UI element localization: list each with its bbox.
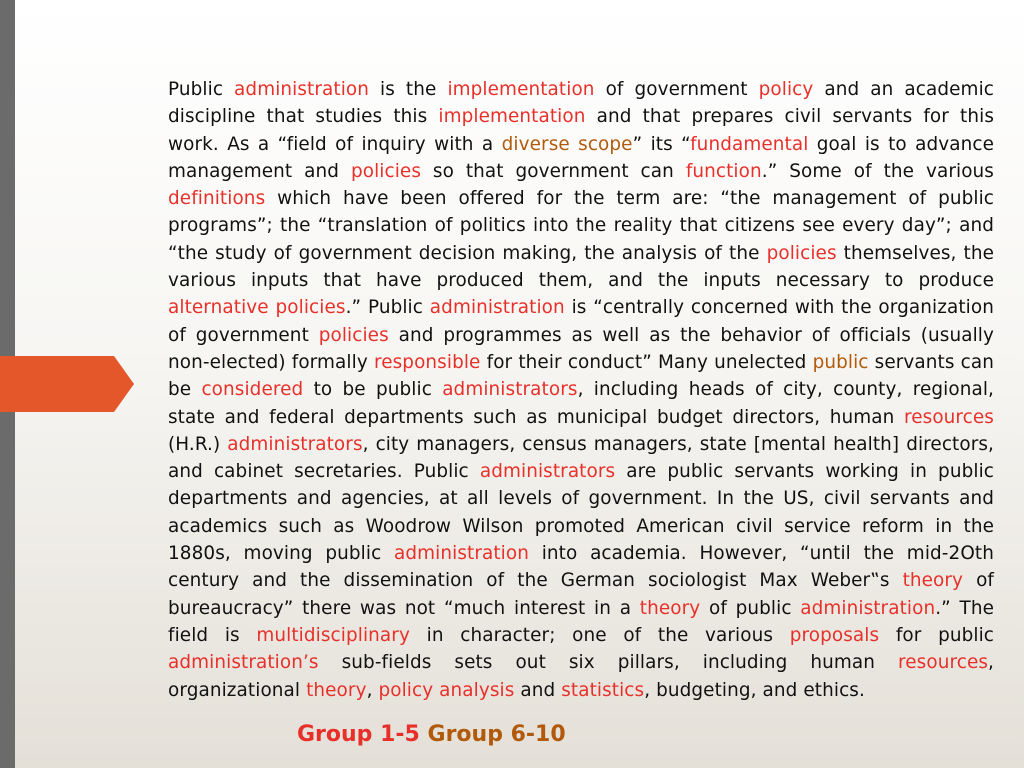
- highlighted-keyword: policies: [350, 160, 421, 182]
- highlighted-keyword: administration: [394, 543, 529, 565]
- text-segment: are public servants working in public departments and agencies, at all levels of government. In the US, civil servants and academics such as Woodrow Wilson promoted American civil service reform in the 1880s, moving public: [168, 461, 994, 565]
- highlighted-keyword: implementation: [438, 106, 586, 128]
- text-segment: is “centrally concerned with the organization of government: [168, 297, 994, 346]
- text-segment: , including heads of city, county, regional, state and federal departments such as municipal budget directors, human: [168, 379, 994, 428]
- highlighted-keyword: policy: [758, 79, 814, 100]
- text-segment: and an academic discipline that studies this: [168, 79, 994, 128]
- text-segment: which have been offered for the term are: “the management of public programs”; the “translation of politics into the reality that citizens see every day”; and “the study of government decision making, the analysis of the: [168, 188, 994, 264]
- highlighted-keyword: administration: [234, 79, 370, 100]
- highlighted-keyword: administration: [429, 297, 565, 319]
- group-labels: [297, 722, 566, 747]
- highlighted-keyword: administrators: [227, 433, 363, 455]
- text-segment: for their conduct” Many unelected: [480, 351, 813, 373]
- text-segment: for public: [879, 624, 995, 646]
- text-segment: to be public: [303, 379, 443, 401]
- text-segment: (H.R.): [168, 433, 228, 455]
- highlighted-keyword: definitions: [168, 188, 266, 210]
- highlighted-keyword: function: [685, 160, 762, 182]
- highlighted-keyword: fundamental: [690, 133, 809, 155]
- text-segment: , city managers, census managers, state [mental health] directors, and cabinet secretaries. Public: [168, 433, 995, 483]
- text-segment: themselves, the various inputs that have produced them, and the inputs necessary to produce: [168, 242, 994, 292]
- text-segment: and: [514, 679, 562, 701]
- text-segment: into academia. However, “until the mid-2Oth century and the dissemination of the German sociologist Max Weber‟s: [168, 543, 994, 592]
- highlighted-keyword: public: [812, 351, 869, 373]
- highlighted-keyword: theory: [902, 570, 964, 592]
- text-segment: , organizational: [168, 652, 994, 701]
- highlighted-keyword: diverse scope: [501, 133, 633, 155]
- orange-arrow-shape: [0, 356, 134, 412]
- highlighted-keyword: resources: [903, 406, 994, 428]
- text-segment: and that prepares civil servants for this work. As a “field of inquiry with a: [168, 106, 994, 155]
- slide-body-text: [168, 76, 994, 704]
- highlighted-keyword: administrators: [442, 379, 578, 401]
- highlighted-keyword: administration’s: [168, 652, 319, 674]
- text-segment: servants can be: [168, 351, 994, 401]
- text-segment: .” The field is: [168, 597, 994, 646]
- text-segment: sub-fields sets out six pillars, including human: [318, 652, 899, 674]
- highlighted-keyword: responsible: [373, 351, 481, 373]
- highlighted-keyword: considered: [201, 379, 304, 401]
- group-1-5-label: Group 1-5: [297, 722, 420, 747]
- text-segment: , budgeting, and ethics.: [644, 679, 865, 701]
- text-segment: goal is to advance management and: [168, 133, 994, 182]
- text-segment: .” Public: [345, 297, 430, 319]
- highlighted-keyword: theory: [306, 679, 367, 701]
- highlighted-keyword: resources: [898, 652, 989, 674]
- text-segment: is the: [369, 79, 448, 100]
- highlighted-keyword: administration: [800, 597, 936, 619]
- highlighted-keyword: policy analysis: [378, 679, 515, 701]
- highlighted-keyword: alternative policies: [168, 297, 346, 319]
- highlighted-keyword: theory: [639, 597, 701, 619]
- highlighted-keyword: administrators: [479, 461, 616, 483]
- highlighted-keyword: policies: [766, 242, 837, 264]
- text-segment: in character; one of the various: [409, 624, 790, 646]
- group-6-10-label: Group 6-10: [427, 722, 566, 747]
- text-segment: Public: [168, 79, 235, 100]
- text-segment: so that government can: [421, 160, 686, 182]
- text-segment: and programmes as well as the behavior of officials (usually non-elected) formally: [168, 324, 994, 373]
- highlighted-keyword: statistics: [561, 679, 645, 701]
- text-segment: of public: [700, 597, 801, 619]
- highlighted-keyword: proposals: [789, 624, 880, 646]
- highlighted-keyword: policies: [318, 324, 389, 346]
- text-segment: of government: [594, 79, 759, 100]
- highlighted-keyword: implementation: [447, 79, 595, 100]
- text-segment: of bureaucracy” there was not “much interest in a: [168, 570, 994, 619]
- text-segment: ,: [366, 679, 379, 701]
- highlighted-keyword: multidisciplinary: [256, 624, 410, 646]
- text-segment: ” its “: [632, 133, 691, 155]
- text-segment: .” Some of the various: [761, 160, 994, 182]
